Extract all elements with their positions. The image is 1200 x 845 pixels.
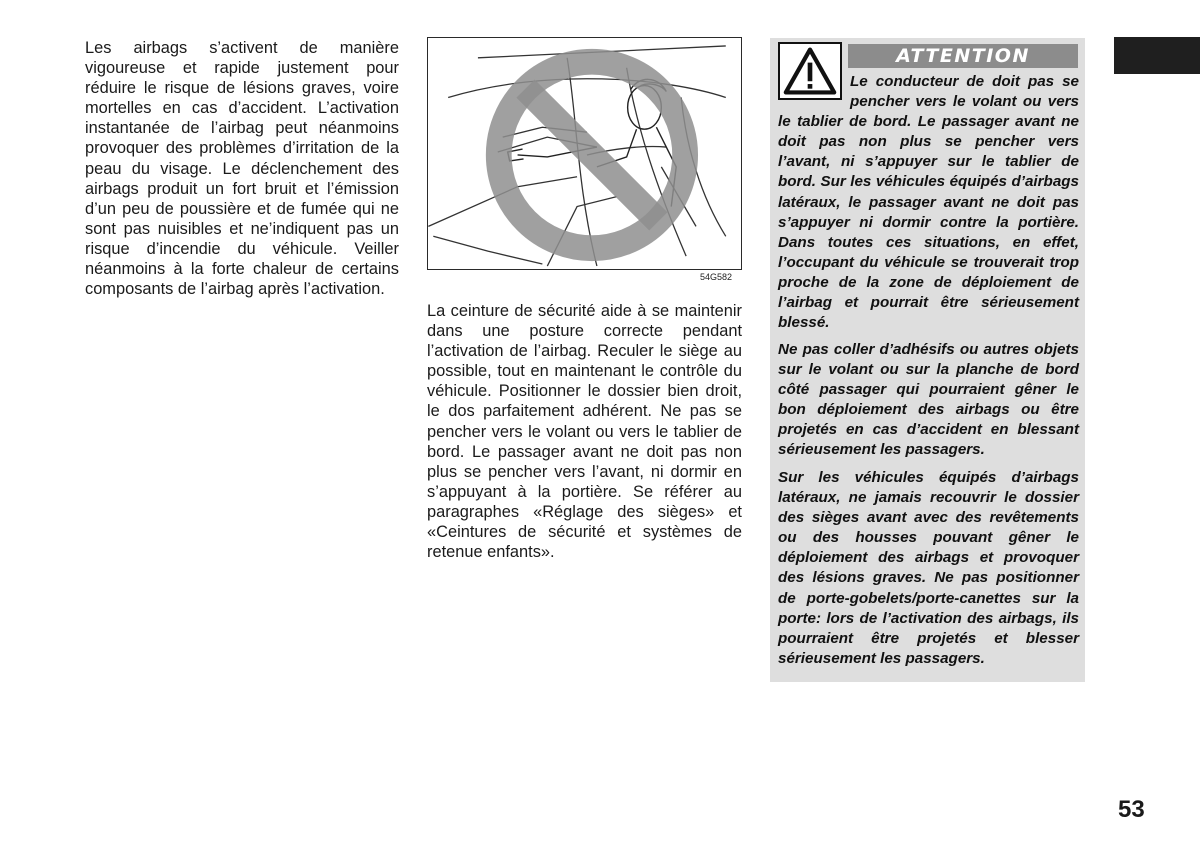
warning-paragraph: Sur les véhicules équipés d’airbags latéraux, ne jamais recouvrir le dossier des sièges avant avec des revêtements ou des housses pouvant gêner le déploiement des airbags et provoquer des lésions graves. Ne pas positionner de porte-gobelets/porte-canettes sur la porte: lors de l’activation des airbags, ils pourraient être projetés et blesser sérieusement les passagers. — [778, 469, 1079, 667]
page-number: 53 — [1118, 796, 1145, 823]
warning-paragraph: Le conducteur de doit pas se pencher vers le volant ou vers le tablier de bord. Le passager avant ne doit pas non plus se pencher vers l’avant, ni s’appuyer sur le tablier de bord. Sur les véhicules équipés d’airbags latéraux, le passager avant ne doit pas s’appuyer ni dormir contre la portière. Dans toutes ces situations, en effet, l’occupant du véhicule se trouverait trop proche de la zone de déploiement de l’airbag et pourrait être sérieusement blessé. — [778, 73, 1079, 332]
chapter-tab — [1114, 37, 1200, 74]
figure-code: 54G582 — [700, 272, 733, 282]
warning-header: ATTENTION — [848, 44, 1078, 68]
body-text-left: Les airbags s’activent de manière vigoureuse et rapide justement pour réduire le risque de lésions graves, voire mortelles en cas d’accident. L’activation instantanée de l’airbag peut néanmoins provoquer des problèmes d’irritation de la peau du visage. Le déclenchement des airbags produit un fort bruit et l’émission d’un peu de poussière et de fumée qui ne sont pas nuisibles et ne’indiquent pas un risque d’incendie du véhicule. Veiller néanmoins à la forte chaleur de certains composants de l’airbag après l’activation. — [85, 39, 399, 299]
illustration-frame — [427, 37, 742, 270]
prohibition-illustration-icon — [428, 38, 741, 269]
warning-box — [770, 38, 1085, 682]
body-text-middle: La ceinture de sécurité aide à se maintenir dans une posture correcte pendant l’activation de l’airbag. Reculer le siège au possible, tout en maintenant le contrôle du véhicule. Positionner le dossier bien droit, le dos parfaitement adhérent. Ne pas se pencher vers le volant ou vers le tablier de bord. Le passager avant ne doit pas non plus se pencher vers l’avant, ni dormir en s’appuyant à la portière. Se référer au paragraphes «Réglage des sièges» et «Ceintures de sécurité et systèmes de retenue enfants». — [427, 302, 742, 562]
warning-paragraph: Ne pas coller d’adhésifs ou autres objets sur le volant ou sur la planche de bord côté passager qui pourraient gêner le bon déploiement des airbags ou être projetés en cas d’accident en blessant sérieusement les passagers. — [778, 341, 1079, 459]
